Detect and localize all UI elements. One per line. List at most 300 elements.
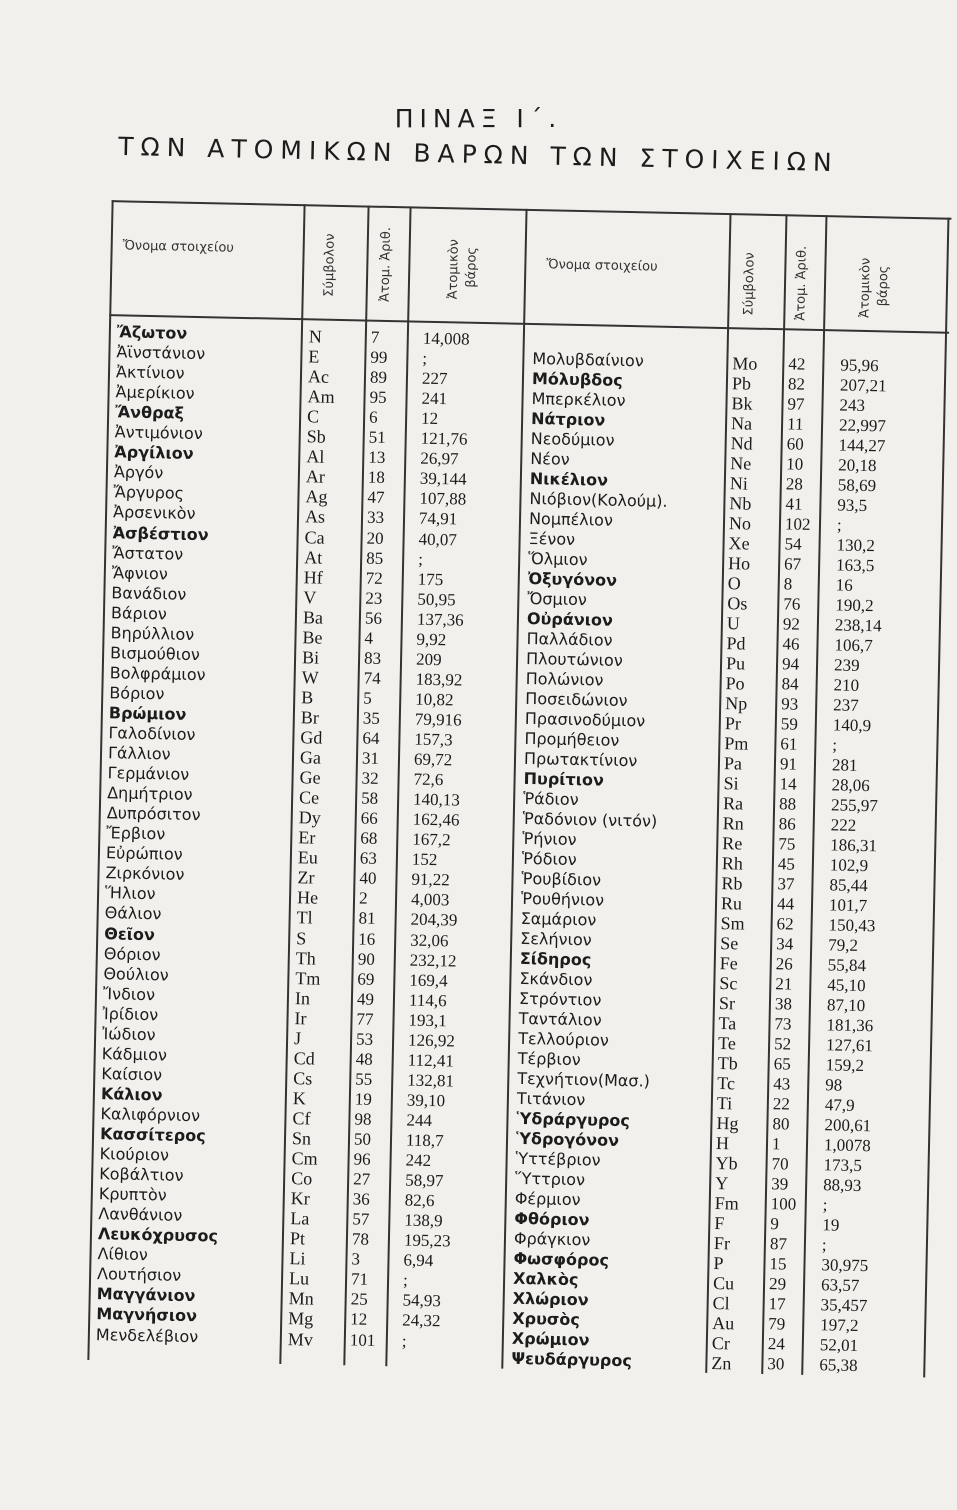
atomic-number: 36 [352, 1189, 370, 1209]
element-name: Ὑττέβριον [515, 1148, 601, 1170]
element-name: Οὐράνιον [526, 608, 614, 630]
atomic-number: 44 [776, 894, 795, 914]
element-name: Ἀσβέστιον [112, 522, 209, 544]
element-symbol: Pa [723, 753, 743, 774]
atomic-number: 33 [366, 508, 385, 528]
element-symbol: Hf [303, 566, 324, 588]
element-symbol: Na [730, 413, 753, 434]
atomic-weight: 22,997 [838, 415, 887, 436]
element-symbol: Ga [299, 747, 322, 768]
element-name: Ῥήνιον [522, 828, 577, 850]
element-name: Ἰρίδιον [102, 1003, 159, 1025]
atomic-weight: 79,916 [414, 709, 462, 730]
atomic-number: 38 [774, 994, 793, 1014]
element-name: Πυρίτιον [523, 768, 605, 790]
element-name: Μενδελέβιον [95, 1324, 199, 1346]
element-symbol: Nd [730, 433, 753, 454]
atomic-number: 26 [775, 954, 793, 974]
atomic-weight: 150,43 [828, 915, 876, 936]
atomic-number: 84 [781, 674, 799, 694]
atomic-weight: 193,1 [408, 1010, 447, 1031]
element-name: Ἰώδιον [101, 1023, 156, 1045]
element-name: Ῥουβίδιον [521, 868, 602, 890]
atomic-number: 100 [770, 1194, 797, 1214]
element-name: Χρώμιον [511, 1328, 590, 1350]
element-symbol: Ta [718, 1013, 737, 1034]
element-symbol: Rh [721, 853, 744, 874]
element-name: Φωσφόρος [513, 1248, 610, 1270]
atomic-weight: 118,7 [405, 1130, 444, 1151]
atomic-weight: 209 [415, 649, 442, 669]
element-name: Πρασινοδύμιον [524, 708, 646, 731]
element-name: Ἥλιον [104, 883, 156, 904]
atomic-number: 43 [773, 1074, 791, 1094]
element-name: Νιόβιον(Κολούμ). [529, 488, 668, 511]
atomic-weight: 181,36 [826, 1015, 874, 1036]
atomic-weight: ; [422, 348, 428, 368]
atomic-weight: 195,23 [403, 1230, 451, 1251]
atomic-number: 34 [776, 934, 794, 954]
element-symbol: Sb [306, 426, 326, 447]
element-name: Νεοδύμιον [530, 428, 615, 450]
atomic-weight: ; [822, 1195, 828, 1215]
element-symbol: Au [712, 1312, 735, 1334]
atomic-number: 97 [787, 394, 805, 414]
atomic-weight: 162,46 [412, 809, 460, 830]
element-symbol: Sn [291, 1128, 312, 1149]
atomic-weight: 144,27 [838, 435, 886, 456]
atomic-number: 62 [776, 914, 794, 934]
atomic-number: 30 [767, 1354, 785, 1374]
element-symbol: Mg [288, 1308, 314, 1330]
atomic-weight: 28,06 [831, 775, 870, 796]
element-name: Κάλιον [100, 1084, 163, 1105]
atomic-number: 24 [767, 1334, 786, 1354]
element-name: Εὐρώπιον [105, 843, 183, 865]
element-symbol: Tl [296, 907, 313, 928]
element-symbol: Pd [726, 633, 746, 654]
atomic-number: 60 [786, 434, 804, 454]
element-name: Ὑδράργυρος [516, 1108, 631, 1131]
atomic-weight: 79,2 [828, 935, 859, 955]
element-name: Κοβάλτιον [99, 1164, 184, 1185]
element-name: Θόριον [103, 943, 161, 964]
element-name: Κασσίτερος [99, 1124, 206, 1146]
atomic-weight: 159,2 [825, 1055, 865, 1076]
atomic-weight: 106,7 [834, 635, 873, 656]
element-name: Ἔρβιον [106, 823, 166, 844]
header-symbol-left: Σύμβολον [321, 233, 338, 297]
element-symbol: Co [290, 1168, 313, 1189]
atomic-number: 95 [369, 387, 387, 408]
atomic-weight: 20,18 [838, 455, 877, 476]
atomic-weight: 140,13 [412, 789, 461, 810]
atomic-number: 2 [358, 888, 368, 909]
atomic-number: 68 [360, 828, 378, 849]
element-symbol: E [308, 346, 320, 367]
atomic-weight: 126,92 [407, 1030, 456, 1051]
atomic-weight: ; [418, 549, 424, 569]
atomic-weight: 54,93 [402, 1290, 442, 1311]
element-symbol: Cu [712, 1272, 735, 1294]
atomic-weight: 140,9 [832, 715, 872, 736]
element-name: Καλιφόρνιον [100, 1104, 201, 1126]
atomic-number: 71 [350, 1269, 369, 1290]
element-name: Ἄνθραξ [115, 402, 185, 423]
element-name: Γαλοδίνιον [108, 723, 196, 745]
atomic-number: 57 [352, 1209, 370, 1229]
element-symbol: Rb [721, 873, 743, 894]
atomic-weight: 222 [830, 815, 857, 835]
element-name: Πλουτώνιον [525, 648, 623, 670]
element-symbol: Pb [731, 373, 752, 394]
element-name: Ἄργυρος [113, 482, 185, 504]
atomic-number: 90 [357, 949, 376, 969]
atomic-weight: 58,69 [837, 475, 877, 496]
atomic-number: 53 [355, 1029, 374, 1049]
element-name: Λίθιον [97, 1244, 149, 1265]
header-weight-right-a: Ἀτομικὸν [857, 257, 874, 319]
atomic-number: 45 [777, 854, 796, 874]
atomic-weight: 232,12 [409, 950, 457, 971]
atomic-number: 42 [788, 354, 806, 374]
element-name: Κάδμιον [101, 1043, 168, 1065]
element-name: Καίσιον [101, 1063, 163, 1085]
element-symbol: Hg [716, 1113, 739, 1134]
atomic-weight: 107,88 [419, 489, 467, 510]
header-number-left: Ἀτομ. Ἀριθ. [377, 226, 395, 303]
element-symbol: At [304, 546, 323, 568]
atomic-number: 18 [367, 467, 386, 488]
element-name: Μαγγάνιον [96, 1284, 196, 1306]
atomic-weight: ; [402, 1270, 409, 1290]
atomic-weight: 88,93 [822, 1175, 862, 1196]
element-name: Τιτάνιον [516, 1088, 586, 1110]
element-symbol: P [713, 1253, 724, 1274]
atomic-number: 91 [779, 754, 798, 774]
element-symbol: Cm [291, 1148, 318, 1169]
header-weight-right-b: βάρος [875, 265, 892, 307]
atomic-weight: 138,9 [404, 1210, 443, 1231]
atomic-weight: 1,0078 [823, 1135, 871, 1156]
element-name: Ῥαδόνιον (νιτόν) [522, 808, 658, 831]
atomic-number: 82 [787, 374, 806, 394]
atomic-weight: 65,38 [819, 1355, 858, 1376]
atomic-number: 4 [364, 628, 374, 648]
atomic-number: 88 [778, 794, 797, 814]
table-right-border [923, 218, 949, 1378]
element-symbol: Fe [719, 953, 739, 974]
atomic-weight: 39,10 [406, 1090, 446, 1111]
element-name: Μολυβδαίνιον [532, 349, 644, 371]
element-symbol: Pr [724, 713, 742, 734]
atomic-number: 59 [780, 714, 799, 734]
element-symbol: Yb [715, 1153, 738, 1174]
element-symbol: Re [722, 833, 743, 854]
element-name: Πολώνιον [525, 668, 604, 690]
element-symbol: He [296, 887, 319, 909]
atomic-weight: 167,2 [412, 829, 451, 850]
atomic-weight: ; [401, 1330, 407, 1351]
element-symbol: Ni [729, 473, 749, 494]
atomic-weight: ; [836, 515, 842, 535]
element-symbol: Er [298, 827, 316, 848]
atomic-weight: 91,22 [411, 869, 450, 890]
element-name: Χαλκὸς [512, 1268, 579, 1290]
atomic-number: 65 [773, 1054, 791, 1074]
atomic-number: 1 [771, 1134, 781, 1154]
element-name: Τελλούριον [517, 1028, 610, 1050]
element-symbol: H [715, 1133, 730, 1154]
atomic-weight: 121,76 [420, 428, 468, 449]
element-name: Νέον [530, 448, 570, 469]
element-name: Λευκόχρυσος [97, 1224, 219, 1246]
atomic-weight: 237 [833, 695, 859, 715]
atomic-number: 20 [366, 528, 384, 548]
element-name: Φέρμιον [514, 1188, 581, 1210]
element-symbol: Cs [293, 1068, 313, 1089]
element-symbol: Pu [725, 653, 746, 674]
atomic-number: 52 [773, 1034, 792, 1054]
element-name: Νομπέλιον [528, 508, 614, 530]
element-name: Σκάνδιον [519, 968, 593, 990]
atomic-weight: 169,4 [409, 970, 448, 990]
atomic-number: 79 [768, 1314, 786, 1334]
atomic-weight: 173,5 [823, 1155, 863, 1176]
atomic-weight: 163,5 [835, 555, 875, 576]
atomic-weight: 45,10 [827, 975, 866, 996]
element-name: Βολφράμιον [109, 663, 206, 685]
element-symbol: Sm [720, 913, 745, 934]
element-name: Ἀργίλιον [114, 442, 194, 464]
element-symbol: Mo [732, 353, 758, 374]
atomic-weight: 186,31 [830, 835, 878, 856]
atomic-weight: 35,457 [820, 1295, 868, 1316]
element-name: Θεῖον [104, 923, 156, 944]
atomic-weight: 98 [825, 1075, 843, 1095]
element-symbol: Cf [292, 1108, 311, 1129]
atomic-number: 85 [366, 548, 384, 568]
element-name: Δυπρόσιτον [106, 803, 201, 825]
atomic-weight: 127,61 [825, 1035, 874, 1056]
atomic-number: 58 [360, 788, 379, 809]
atomic-weight: 102,9 [829, 855, 869, 876]
atomic-number: 56 [364, 608, 383, 628]
atomic-number: 28 [785, 474, 804, 494]
element-name: Πρωτακτίνιον [523, 748, 638, 771]
header-name-right: Ὄνομα στοιχείου [546, 257, 658, 275]
element-symbol: U [726, 613, 741, 634]
atomic-number: 48 [355, 1049, 373, 1069]
atomic-number: 74 [363, 668, 381, 688]
atomic-weight: 32,06 [410, 930, 449, 950]
atomic-number: 96 [353, 1149, 371, 1169]
atomic-weight: 204,39 [410, 910, 458, 930]
atomic-weight: 210 [833, 675, 860, 695]
atomic-weight: 26,97 [420, 448, 459, 469]
atomic-number: 17 [768, 1294, 786, 1314]
element-symbol: Po [725, 673, 745, 694]
atomic-weight: 30,975 [821, 1255, 869, 1276]
element-symbol: Tm [295, 967, 321, 989]
atomic-number: 35 [362, 708, 381, 728]
element-symbol: No [728, 513, 752, 534]
atomic-weight: 281 [831, 755, 858, 775]
atomic-weight: 85,44 [829, 875, 868, 896]
element-symbol: Ce [298, 787, 320, 808]
atomic-number: 86 [778, 814, 796, 834]
atomic-number: 47 [367, 487, 385, 508]
element-symbol: Ac [307, 366, 330, 387]
element-name: Ῥουθήνιον [520, 888, 605, 910]
element-symbol: Ti [716, 1093, 733, 1114]
atomic-weight: 239 [833, 655, 860, 675]
atomic-weight: 82,6 [404, 1190, 435, 1211]
element-symbol: Rn [722, 813, 744, 834]
atomic-number: 16 [358, 928, 376, 949]
atomic-number: 55 [355, 1069, 373, 1089]
element-name: Σίδηρος [519, 948, 592, 970]
atomic-number: 3 [351, 1249, 361, 1269]
atomic-number: 12 [350, 1309, 368, 1330]
element-name: Ἄστατον [112, 542, 184, 564]
element-name: Χρυσὸς [512, 1308, 581, 1330]
element-name: Παλλάδιον [526, 628, 613, 650]
atomic-weight: 114,6 [408, 990, 447, 1010]
atomic-weight: 24,32 [402, 1310, 441, 1331]
element-symbol: K [292, 1088, 307, 1109]
atomic-number: 46 [782, 634, 800, 654]
element-name: Ὑδρογόνον [515, 1128, 620, 1150]
atomic-number: 77 [356, 1009, 374, 1029]
atomic-weight: 50,95 [417, 589, 456, 610]
atomic-number: 94 [781, 654, 800, 674]
element-symbol: Ru [720, 893, 743, 914]
atomic-number: 93 [781, 694, 799, 714]
atomic-weight: 227 [421, 368, 448, 389]
element-symbol: Am [307, 386, 335, 408]
atomic-number: 83 [363, 648, 382, 668]
atomic-weight: 69,72 [413, 749, 453, 770]
atomic-number: 61 [780, 734, 798, 754]
element-symbol: Ba [302, 606, 324, 628]
element-symbol: Ar [305, 466, 326, 488]
atomic-number: 32 [361, 768, 379, 788]
atomic-number: 13 [368, 447, 386, 468]
element-name: Ἀκτίνιον [115, 362, 185, 383]
element-name: Ὄσμιον [527, 588, 588, 610]
atomic-weight: 55,84 [827, 955, 867, 976]
element-name: Τεχνήτιον(Μασ.) [517, 1068, 651, 1091]
atomic-number: 102 [784, 514, 811, 534]
element-name: Ξένον [528, 528, 576, 549]
element-symbol: O [727, 573, 741, 594]
atomic-number: 80 [772, 1114, 790, 1134]
atomic-number: 72 [365, 568, 383, 588]
element-name: Σαμάριον [520, 908, 597, 930]
element-symbol: Nb [729, 493, 752, 514]
atomic-number: 7 [370, 327, 380, 347]
element-name: Ἀϊνστάνιον [116, 342, 206, 364]
element-name: Στρόντιον [518, 988, 602, 1010]
element-name: Ὅλμιον [528, 548, 588, 570]
atomic-number: 6 [368, 407, 378, 427]
element-name: Ὀξυγόνον [527, 568, 618, 590]
element-name: Ἀρσενικὸν [112, 502, 196, 524]
atomic-weight: 183,92 [415, 669, 463, 690]
atomic-number: 87 [769, 1234, 788, 1254]
atomic-weight: 132,81 [407, 1070, 455, 1091]
atomic-weight: 16 [835, 575, 853, 595]
atomic-weight: 101,7 [828, 895, 868, 916]
atomic-number: 67 [783, 554, 802, 574]
atomic-number: 29 [768, 1274, 787, 1294]
atomic-weight: 190,2 [835, 595, 874, 616]
atomic-weight: 10,82 [415, 689, 454, 710]
element-symbol: Ag [305, 486, 328, 508]
element-symbol: Ne [730, 453, 752, 474]
element-symbol: As [304, 506, 326, 528]
element-name: Ἴνδιον [102, 983, 156, 1004]
element-symbol: Mn [288, 1288, 314, 1310]
element-symbol: Xe [728, 533, 750, 554]
element-symbol: Al [306, 446, 325, 467]
element-symbol: Br [300, 707, 320, 728]
element-symbol: Cr [711, 1332, 731, 1354]
element-name: Ῥόδιον [521, 848, 577, 870]
element-name: Γάλλιον [107, 743, 171, 764]
header-weight-left-a: Ἀτομικὸν [445, 238, 462, 300]
element-name: Μόλυβδος [531, 369, 623, 390]
element-name: Προμήθειον [524, 728, 620, 750]
element-symbol: Os [727, 593, 748, 614]
atomic-number: 40 [359, 868, 377, 889]
element-symbol: Si [723, 773, 739, 794]
atomic-number: 31 [361, 748, 380, 768]
atomic-weight: 242 [405, 1150, 432, 1171]
atomic-number: 69 [357, 969, 375, 989]
element-name: Θάλιον [104, 903, 162, 924]
element-name: Βάριον [110, 602, 168, 624]
element-symbol: Pt [289, 1228, 306, 1249]
atomic-number: 21 [775, 974, 793, 994]
element-symbol: S [296, 927, 307, 948]
atomic-weight: 244 [406, 1110, 433, 1131]
element-name: Ἀργόν [113, 462, 164, 483]
atomic-number: 78 [351, 1229, 370, 1250]
atomic-weight: 58,97 [404, 1170, 444, 1191]
atomic-weight: 40,07 [418, 529, 458, 549]
element-symbol: Ra [722, 793, 744, 814]
atomic-number: 66 [360, 808, 378, 829]
table-title: ΠΙΝΑΞ Ι΄. [394, 104, 563, 133]
element-name: Βηρύλλιον [110, 622, 195, 644]
atomic-number: 49 [356, 989, 375, 1009]
element-symbol: Pm [724, 733, 749, 754]
header-symbol-right: Σύμβολον [741, 252, 758, 316]
element-name: Ταντάλιον [518, 1008, 602, 1030]
atomic-weight: 9,92 [416, 629, 447, 650]
element-name: Ζιρκόνιον [105, 863, 185, 885]
atomic-weight: 72,6 [413, 769, 444, 790]
element-symbol: Sc [719, 973, 738, 994]
element-name: Ποσειδώνιον [525, 688, 628, 711]
element-symbol: Y [714, 1173, 729, 1194]
element-name: Μπερκέλιον [531, 389, 626, 410]
atomic-weight: 47,9 [824, 1095, 855, 1115]
element-symbol: In [294, 987, 311, 1009]
element-symbol: Se [720, 933, 739, 954]
